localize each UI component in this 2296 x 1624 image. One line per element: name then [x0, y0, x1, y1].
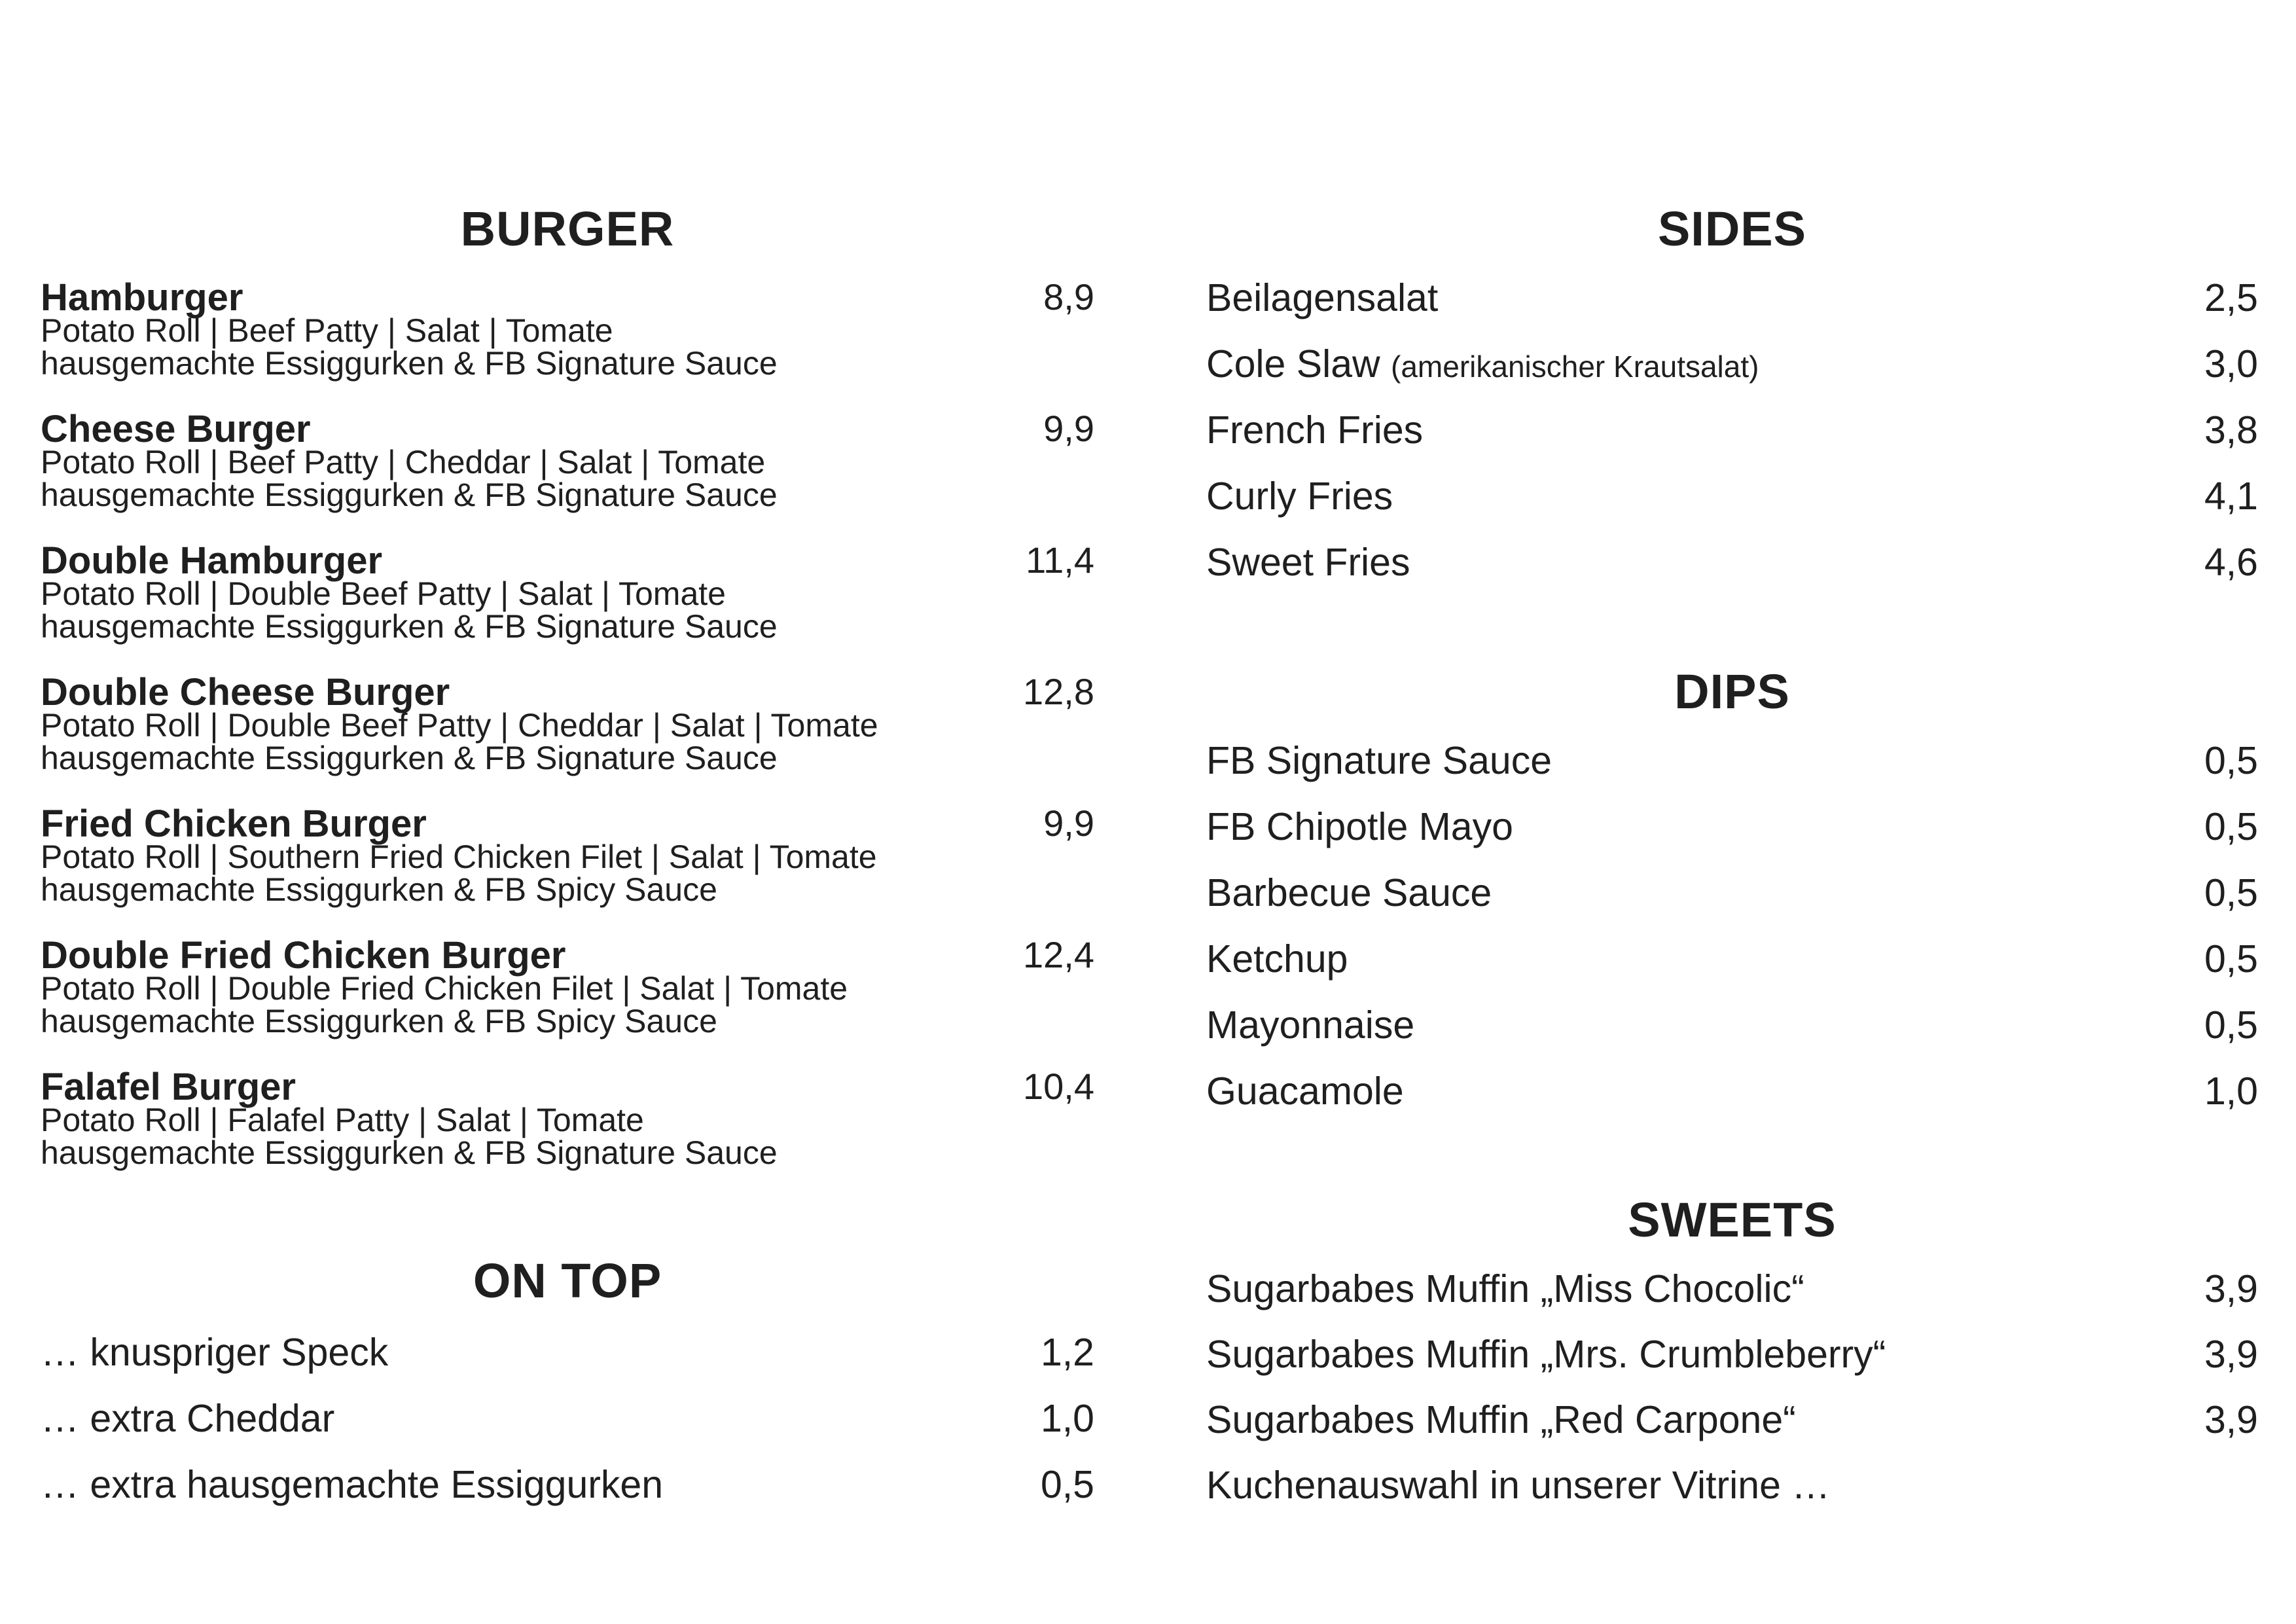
item-description: hausgemachte Essiggurken & FB Signature Sauce — [41, 1134, 778, 1171]
item-description: Potato Roll | Double Beef Patty | Cheddar | Salat | Tomate — [41, 707, 878, 744]
item-name: Hamburger — [41, 276, 243, 319]
item-label: Cole Slaw — [1206, 342, 1380, 386]
item-description: Potato Roll | Southern Fried Chicken Filet | Salat | Tomate — [41, 839, 877, 875]
item-description: Potato Roll | Beef Patty | Salat | Tomate — [41, 312, 613, 349]
item-name: Double Hamburger — [41, 539, 383, 582]
dips-heading: DIPS — [1674, 664, 1790, 719]
item-price: 3,9 — [2204, 1398, 2258, 1441]
item-name: … knuspriger Speck — [41, 1331, 389, 1374]
item-price: 0,5 — [2204, 805, 2258, 848]
list-item — [1206, 1335, 2258, 1381]
list-item — [1206, 477, 2258, 523]
list-item — [1206, 543, 2258, 589]
list-item — [1206, 342, 2258, 391]
item-description: hausgemachte Essiggurken & FB Signature Sauce — [41, 345, 778, 382]
list-item — [41, 1399, 1094, 1445]
list-item — [1206, 1398, 2258, 1447]
item-price: 3,8 — [2204, 408, 2258, 452]
item-price: 0,5 — [2204, 739, 2258, 782]
item-name: FB Chipotle Mayo — [1206, 805, 1513, 848]
item-price: 0,5 — [2204, 937, 2258, 981]
item-description: Potato Roll | Beef Patty | Cheddar | Salat | Tomate — [41, 444, 766, 480]
item-price: 0,5 — [2204, 1003, 2258, 1047]
list-item — [1206, 739, 2258, 787]
list-item — [1206, 1003, 2258, 1052]
item-name: FB Signature Sauce — [1206, 739, 1552, 782]
item-price: 9,9 — [1043, 408, 1094, 449]
list-item — [1206, 408, 2258, 457]
burger-heading: BURGER — [460, 202, 675, 256]
item-description: Potato Roll | Double Beef Patty | Salat | Tomate — [41, 575, 726, 612]
item-price: 0,5 — [1040, 1463, 1094, 1506]
list-item — [1206, 937, 2258, 986]
list-item — [1206, 1466, 2258, 1512]
item-name — [1206, 276, 1439, 319]
item-name — [1206, 408, 1424, 452]
item-name: Sugarbabes Muffin „Mrs. Crumbleberry“ — [1206, 1333, 1886, 1376]
item-price: 2,5 — [2204, 276, 2258, 319]
item-description: hausgemachte Essiggurken & FB Signature Sauce — [41, 740, 778, 776]
item-name: Cheese Burger — [41, 408, 311, 450]
item-price: 1,0 — [2204, 1070, 2258, 1113]
item-name: Mayonnaise — [1206, 1003, 1415, 1047]
item-label: French Fries — [1206, 408, 1424, 452]
item-name: Double Fried Chicken Burger — [41, 934, 566, 977]
item-name: Double Cheese Burger — [41, 671, 450, 713]
item-name: Falafel Burger — [41, 1066, 296, 1108]
item-price: 1,2 — [1040, 1331, 1094, 1374]
item-name: Ketchup — [1206, 937, 1348, 981]
on-top-heading: ON TOP — [473, 1254, 662, 1308]
item-description: hausgemachte Essiggurken & FB Signature Sauce — [41, 608, 778, 645]
list-item — [1206, 805, 2258, 854]
item-description: hausgemachte Essiggurken & FB Signature Sauce — [41, 477, 778, 513]
item-description: Potato Roll | Falafel Patty | Salat | Tomate — [41, 1102, 644, 1138]
list-item — [1206, 1072, 2258, 1118]
item-description: hausgemachte Essiggurken & FB Spicy Sauce — [41, 871, 717, 908]
item-price: 1,0 — [1040, 1397, 1094, 1440]
item-name: Sugarbabes Muffin „Miss Chocolic“ — [1206, 1267, 1804, 1310]
item-name: … extra Cheddar — [41, 1397, 335, 1440]
list-item — [1206, 1267, 2258, 1316]
item-name — [1206, 543, 1410, 582]
item-description: Potato Roll | Double Fried Chicken Filet | Salat | Tomate — [41, 970, 848, 1007]
item-label: Beilagensalat — [1206, 276, 1439, 319]
item-name: Sugarbabes Muffin „Red Carpone“ — [1206, 1398, 1796, 1441]
item-price: 9,9 — [1043, 803, 1094, 844]
item-price: 12,4 — [1023, 934, 1094, 975]
item-name: Kuchenauswahl in unserer Vitrine … — [1206, 1464, 1831, 1507]
sides-heading: SIDES — [1657, 202, 1807, 256]
item-price: 3,9 — [2204, 1267, 2258, 1310]
item-price: 3,9 — [2204, 1333, 2258, 1376]
item-price: 12,8 — [1023, 671, 1094, 712]
item-label: Sweet Fries — [1206, 541, 1410, 584]
item-label: Curly Fries — [1206, 475, 1393, 518]
item-price: 11,4 — [1026, 539, 1094, 581]
item-price: 8,9 — [1043, 276, 1094, 317]
sweets-heading: SWEETS — [1628, 1193, 1837, 1247]
item-price: 3,0 — [2204, 342, 2258, 386]
item-name: Fried Chicken Burger — [41, 803, 427, 845]
item-name: Guacamole — [1206, 1070, 1404, 1113]
item-note: (amerikanischer Krautsalat) — [1391, 350, 1759, 384]
list-item — [1206, 276, 2258, 325]
list-item — [1206, 871, 2258, 920]
item-description: hausgemachte Essiggurken & FB Spicy Sauce — [41, 1003, 717, 1039]
list-item — [41, 1333, 1094, 1379]
item-price: 4,6 — [2204, 541, 2258, 584]
item-price: 10,4 — [1023, 1066, 1094, 1107]
item-name — [1206, 477, 1393, 516]
item-name — [1206, 342, 1759, 386]
item-name: … extra hausgemachte Essiggurken — [41, 1463, 664, 1506]
item-price: 0,5 — [2204, 871, 2258, 914]
item-name: Barbecue Sauce — [1206, 871, 1492, 914]
item-price: 4,1 — [2204, 475, 2258, 518]
list-item — [41, 1463, 1094, 1511]
